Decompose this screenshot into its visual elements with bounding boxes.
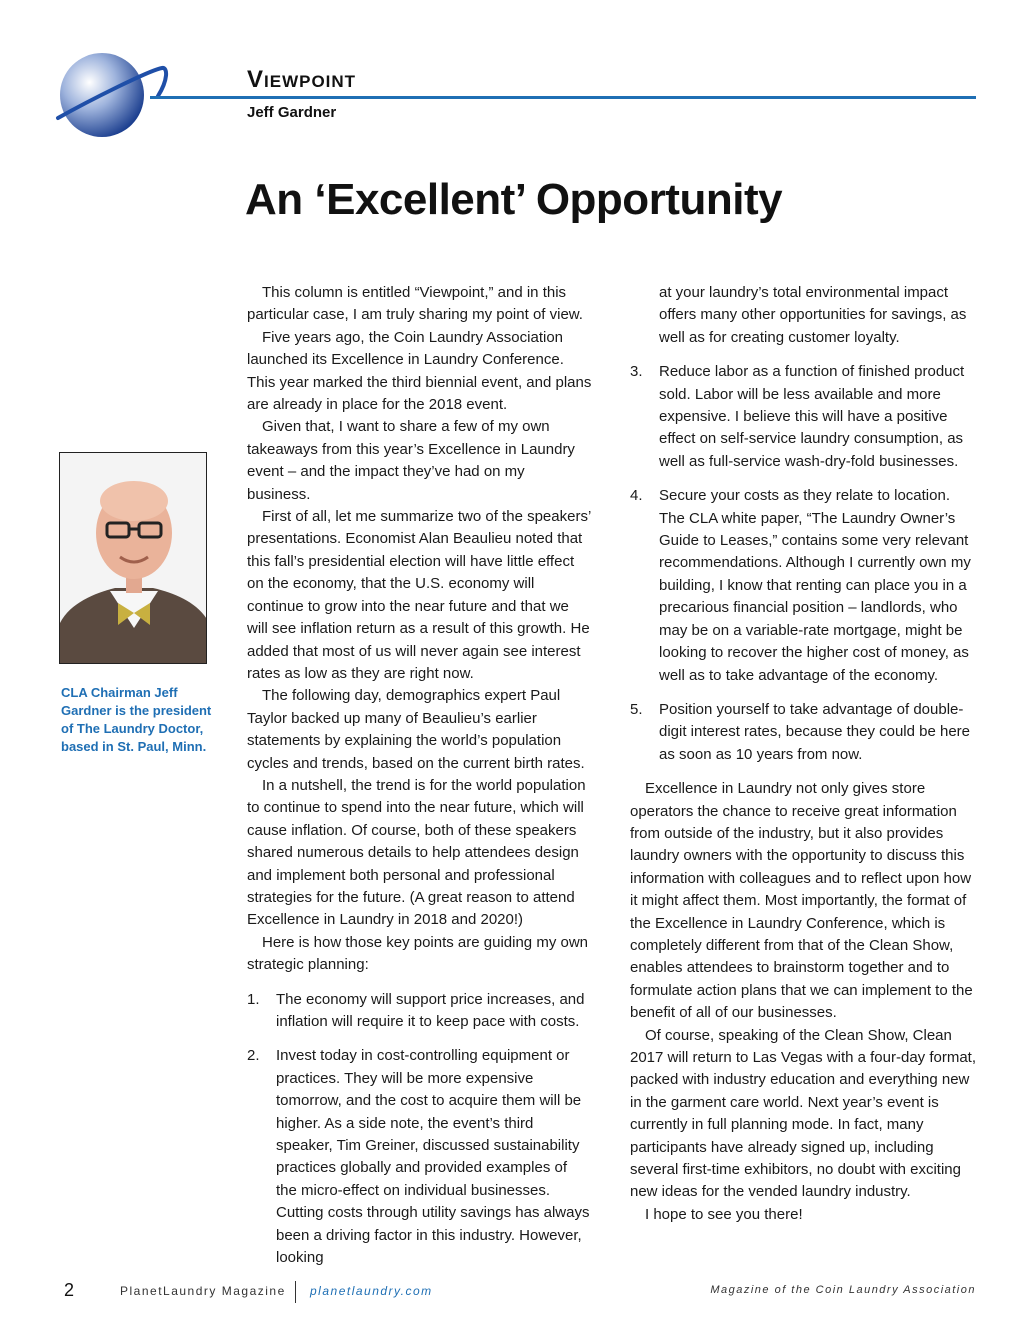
author-name: Jeff Gardner <box>247 104 337 121</box>
list-text: Position yourself to take advantage of double-digit interest rates, because they could be here as soon as 10 years from now. <box>659 700 971 763</box>
paragraph: Excellence in Laundry not only gives store operators the chance to receive great information from outside of the industry, but it also provides laundry owners with the opportunity to discuss this information with colleagues and to reflect upon how it might affect them. Most importantly, the format of the Excellence in Laundry Conference, which is completely different from that of the Clean Show, enables attendees to brainstorm together and to formulate action plans that we can implement to the benefit of all of our businesses. <box>630 780 973 1022</box>
section-title: Viewpoint <box>247 66 357 93</box>
list-text: Secure your costs as they relate to location. The CLA white paper, “The Laundry Owner’s Guide to Leases,” contains some very relevant recommendations. Although I currently own my building, I know that renting can place you in a precarious financial position – landlords, who may be on a variable-rate mortgage, might be looking to recover the higher cost of money, as well as to take advantage of the economy. <box>659 487 971 684</box>
list-item <box>630 485 978 687</box>
list-number: 5. <box>630 700 643 718</box>
paragraph: Of course, speaking of the Clean Show, Clean 2017 will return to Las Vegas with a four-day format, packed with industry education and everything new in the garment care world. Next year’s event is currently in full planning mode. In fact, many participants have already signed up, including several first-time exhibitors, no doubt with exciting new ideas for the vended laundry industry. <box>630 1026 977 1201</box>
list-item <box>630 361 978 473</box>
list-text: The economy will support price increases, and inflation will require it to keep pace with costs. <box>276 990 585 1030</box>
photo-caption: CLA Chairman Jeff Gardner is the president of The Laundry Doctor, based in St. Paul, Minn. <box>61 685 212 754</box>
list-number: 4. <box>630 487 643 505</box>
list-text: Invest today in cost-controlling equipment or practices. They will be more expensive tomorrow, and the cost to acquire them will be higher. As a side note, the event’s third speaker, Tim Greiner, discussed sustainability practices globally and provided examples of the micro-effect on individual businesses. Cutting costs through utility savings has always been a driving factor in this industry. However, looking <box>276 1047 590 1267</box>
planet-logo-icon <box>50 40 170 140</box>
header-rule <box>150 96 976 99</box>
list-number: 3. <box>630 363 643 381</box>
page-number: 2 <box>64 1280 75 1300</box>
list-number: 2. <box>247 1047 260 1065</box>
footer-tagline: Magazine of the Coin Laundry Association <box>710 1284 976 1296</box>
list-item <box>247 989 592 1034</box>
paragraph: Five years ago, the Coin Laundry Association launched its Excellence in Laundry Conference. This year marked the third biennial event, and plans are already in place for the 2018 event. <box>247 328 592 414</box>
paragraph: Here is how those key points are guiding my own strategic planning: <box>247 933 589 974</box>
article-headline: An ‘Excellent’ Opportunity <box>245 175 783 224</box>
paragraph-continued: at your laundry’s total environmental impact offers many other opportunities for savings, as well as for creating customer loyalty. <box>659 284 967 346</box>
paragraph: This column is entitled “Viewpoint,” and in this particular case, I am truly sharing my point of view. <box>247 284 583 324</box>
list-number: 1. <box>247 990 260 1008</box>
paragraph: First of all, let me summarize two of the speakers’ presentations. Economist Alan Beaulieu noted that this fall’s presidential election will have little effect on the economy, that the U.S. economy will continue to grow into the near future and that we will see inflation return as a result of this growth. He added that most of us will never again see interest rates as low as they are right now. <box>247 508 591 682</box>
paragraph: The following day, demographics expert Paul Taylor backed up many of Beaulieu’s earlier statements by explaining the world’s population cycles and trends, based on the current birth rates. <box>247 687 585 772</box>
footer-magazine: PlanetLaundry Magazine <box>120 1284 286 1298</box>
column-2 <box>630 282 978 1226</box>
footer-url-link[interactable]: planetlaundry.com <box>310 1284 433 1298</box>
list-item <box>630 699 978 766</box>
list-item <box>247 1045 592 1269</box>
footer-divider <box>295 1281 296 1303</box>
paragraph: I hope to see you there! <box>645 1205 803 1223</box>
column-1 <box>247 282 592 1281</box>
paragraph: In a nutshell, the trend is for the world population to continue to spend into the near future, which will cause inflation. Of course, both of these speakers shared numerous details to help attendees design and implement both personal and professional strategies for the future. (A great reason to attend Excellence in Laundry in 2018 and 2020!) <box>247 776 586 929</box>
paragraph: Given that, I want to share a few of my own takeaways from this year’s Excellence in Laundry event – and the impact they’ve had on my business. <box>247 418 575 503</box>
author-photo <box>59 452 207 664</box>
list-text: Reduce labor as a function of finished product sold. Labor will be less available and more expensive. I believe this will have a positive effect on self-service laundry consumption, as well as full-service wash-dry-fold businesses. <box>659 363 965 470</box>
